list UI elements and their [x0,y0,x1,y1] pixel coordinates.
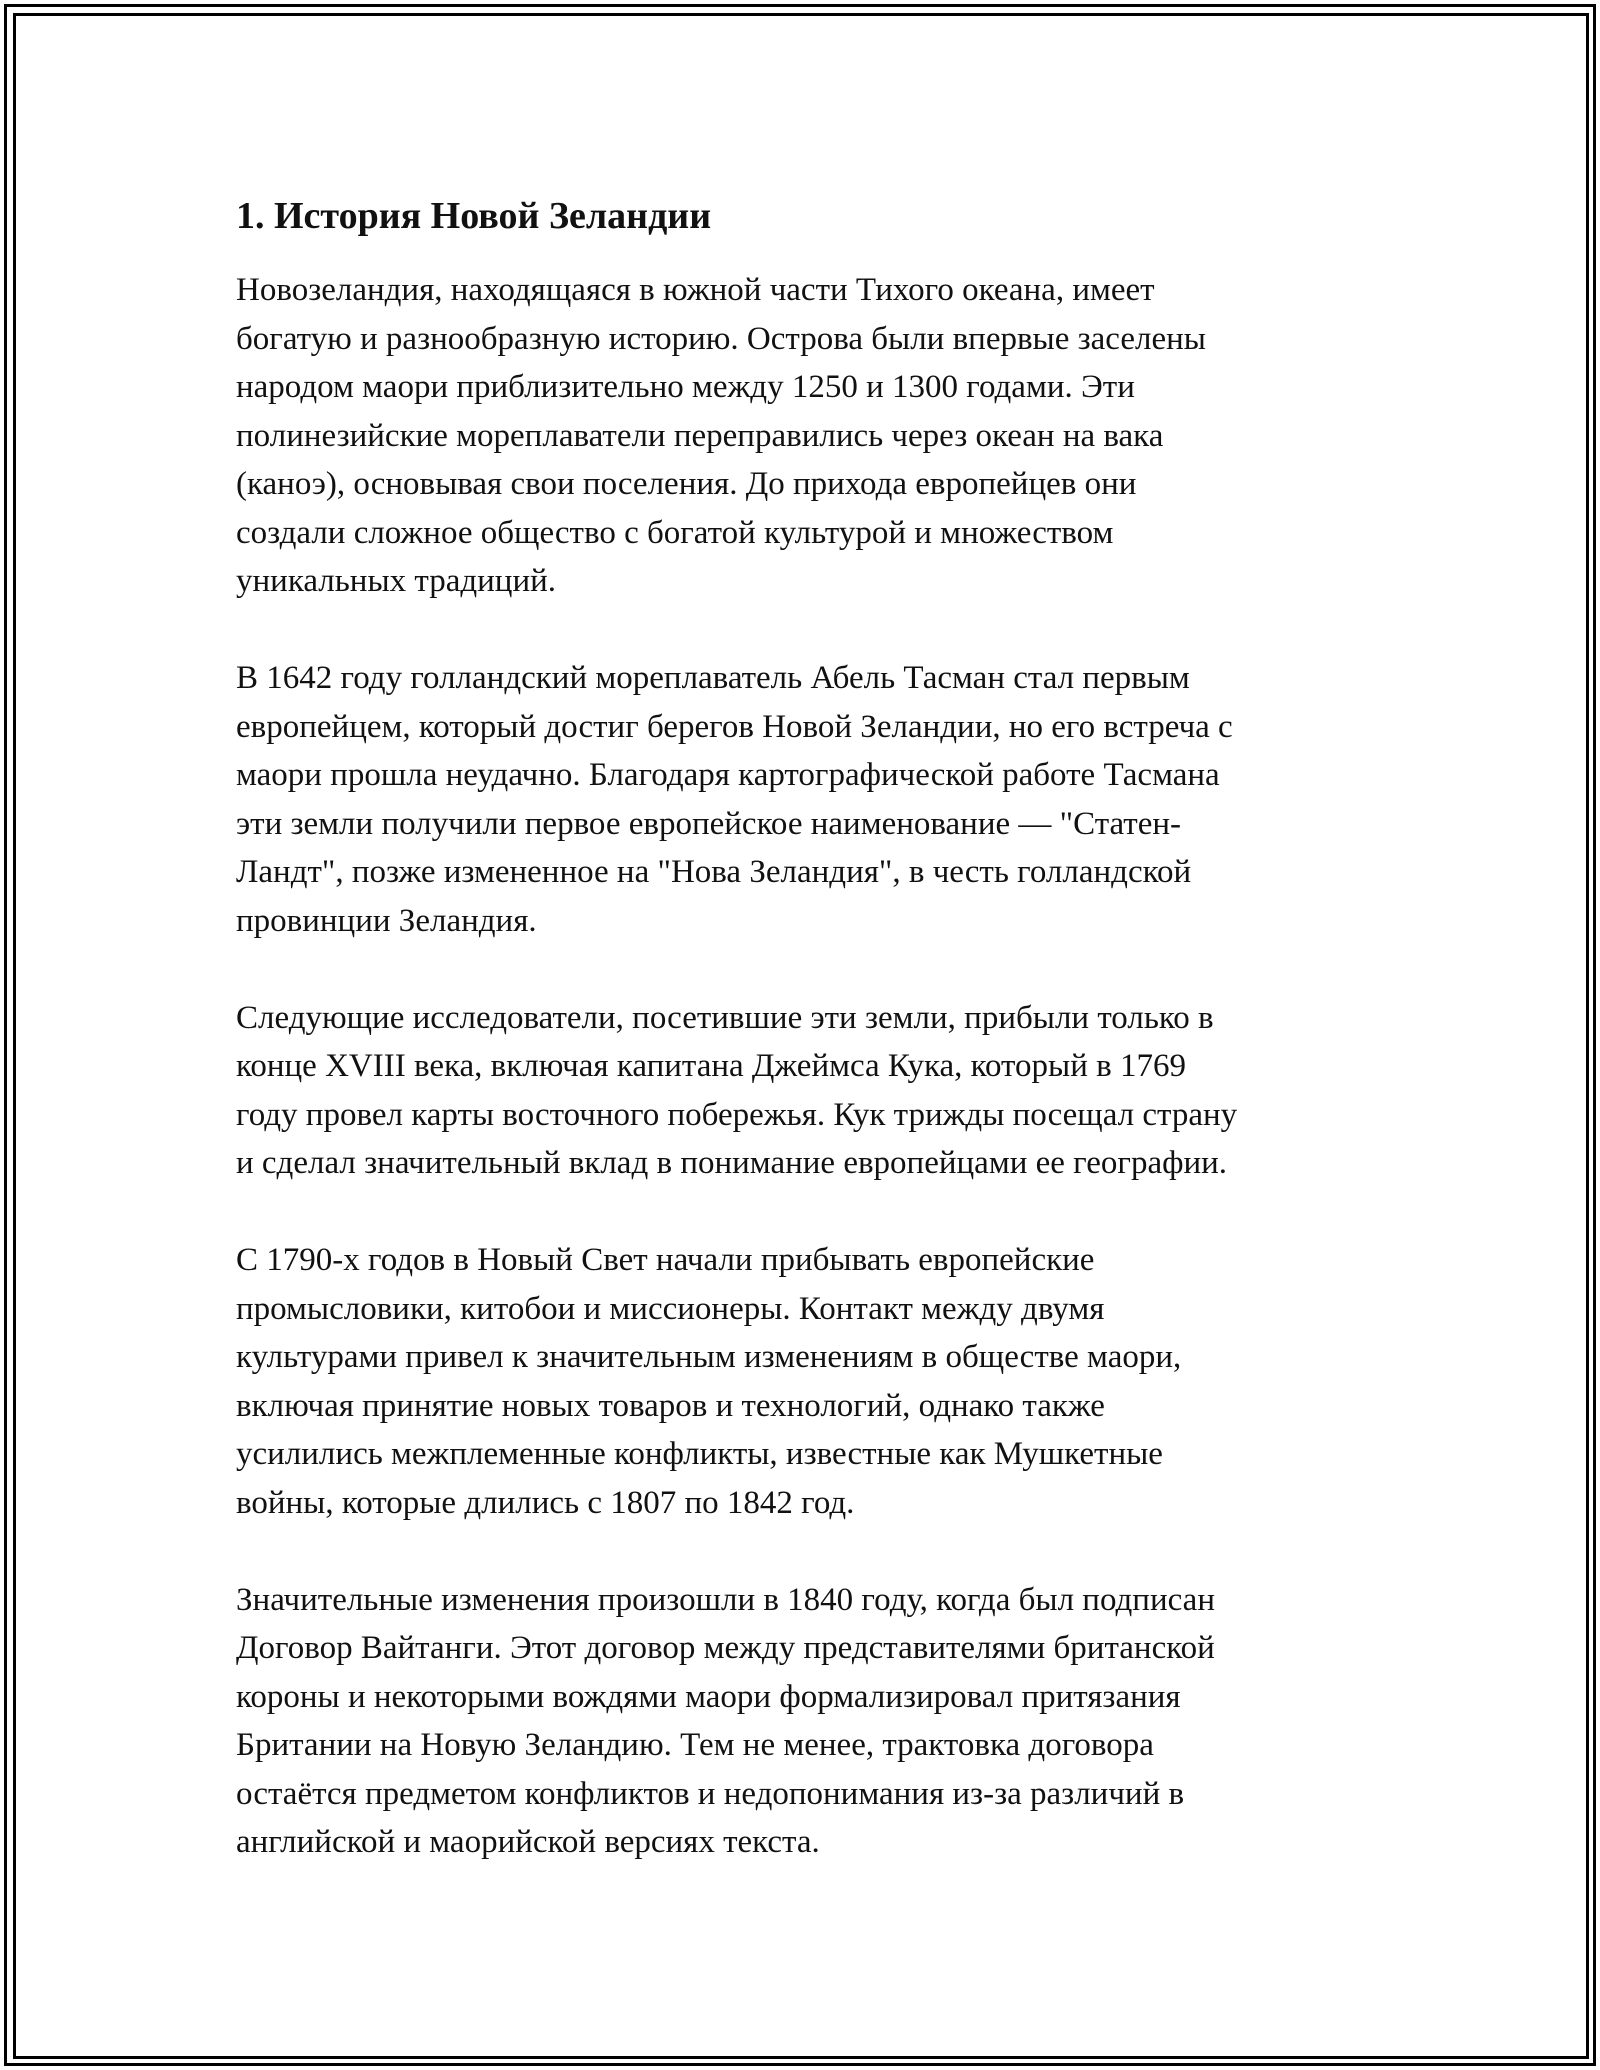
text-line: войны, которые длились с 1807 по 1842 год. [236,1484,855,1521]
text-line: богатую и разнообразную историю. Острова были впервые заселены [236,320,1206,357]
text-line: уникальных традиций. [236,563,557,599]
text-line: В 1642 году голландский мореплаватель Абель Тасман стал первым [236,660,1190,696]
text-line: остаётся предметом конфликтов и недопонимания из-за различий в [236,1775,1185,1812]
text-line: создали сложное общество с богатой культурой и множеством [236,514,1114,551]
text-line: Новозеландия, находящаяся в южной части Тихого океана, имеет [236,272,1155,308]
text-line: конце XVIII века, включая капитана Джеймса Кука, который в 1769 [236,1048,1186,1084]
text-line: Ландт", позже измененное на "Нова Зеландия", в честь голландской [236,854,1192,890]
paragraph-cook [236,994,1366,1188]
text-line: и сделал значительный вклад в понимание европейцами ее географии. [236,1145,1228,1181]
paragraph-waitangi [236,1576,1366,1867]
page-title: 1. История Новой Зеландии [236,195,712,237]
text-line: английской и маорийской версиях текста. [236,1824,820,1860]
text-line: С 1790-х годов в Новый Свет начали прибывать европейские [236,1242,1095,1278]
text-line: короны и некоторыми вождями маори формализировал притязания [236,1678,1181,1715]
text-line: европейцем, который достиг берегов Новой Зеландии, но его встреча с [236,708,1233,745]
text-line: культурами привел к значительным изменениям в обществе маори, [236,1339,1182,1375]
text-line: провинции Зеландия. [236,902,537,939]
text-line: маори прошла неудачно. Благодаря картографической работе Тасмана [236,757,1220,793]
text-line: Договор Вайтанги. Этот договор между представителями британской [236,1630,1215,1666]
text-line: усилились межплеменные конфликты, известные как Мушкетные [236,1436,1163,1472]
text-line: Значительные изменения произошли в 1840 году, когда был подписан [236,1581,1215,1618]
text-line: Следующие исследователи, посетившие эти земли, прибыли только в [236,999,1214,1036]
text-line: году провел карты восточного побережья. Кук трижды посещал страну [236,1096,1238,1133]
text-line: эти земли получили первое европейское наименование — "Статен- [236,805,1182,842]
text-line: (каноэ), основывая свои поселения. До прихода европейцев они [236,466,1137,502]
paragraph-tasman [236,654,1366,945]
text-line: народом маори приблизительно между 1250 и 1300 годами. Эти [236,369,1135,405]
text-line: полинезийские мореплаватели переправились через океан на вака [236,417,1164,454]
paragraph-musket-wars [236,1236,1366,1527]
document-body [236,188,1366,1915]
text-line: Британии на Новую Зеландию. Тем не менее, трактовка договора [236,1727,1154,1763]
text-line: промысловики, китобои и миссионеры. Контакт между двумя [236,1290,1105,1327]
paragraph-maori-settlement [236,266,1366,606]
text-line: включая принятие новых товаров и технологий, однако также [236,1387,1105,1424]
